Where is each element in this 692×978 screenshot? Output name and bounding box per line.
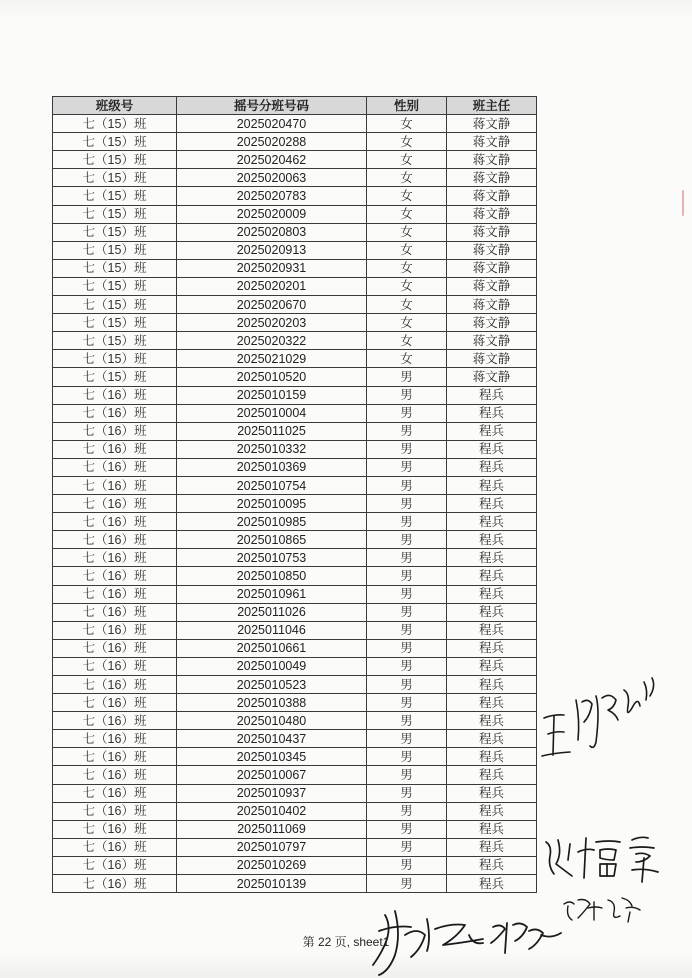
cell-head-teacher: 蒋文静 xyxy=(447,133,537,151)
cell-class: 七（15）班 xyxy=(53,151,177,169)
header-head-teacher: 班主任 xyxy=(447,97,537,115)
cell-lottery-number: 2025010937 xyxy=(177,784,367,802)
cell-gender: 男 xyxy=(367,694,447,712)
cell-class: 七（16）班 xyxy=(53,458,177,476)
cell-head-teacher: 程兵 xyxy=(447,875,537,893)
cell-gender: 男 xyxy=(367,875,447,893)
cell-class: 七（16）班 xyxy=(53,513,177,531)
cell-lottery-number: 2025010753 xyxy=(177,549,367,567)
cell-class: 七（16）班 xyxy=(53,802,177,820)
cell-class: 七（16）班 xyxy=(53,657,177,675)
cell-class: 七（16）班 xyxy=(53,476,177,494)
cell-lottery-number: 2025020462 xyxy=(177,151,367,169)
cell-lottery-number: 2025010139 xyxy=(177,875,367,893)
cell-gender: 女 xyxy=(367,133,447,151)
table-row xyxy=(53,133,537,151)
cell-head-teacher: 程兵 xyxy=(447,422,537,440)
table-header-row xyxy=(53,97,537,115)
table-row xyxy=(53,513,537,531)
cell-class: 七（15）班 xyxy=(53,223,177,241)
table-row xyxy=(53,115,537,133)
cell-lottery-number: 2025010159 xyxy=(177,386,367,404)
cell-gender: 男 xyxy=(367,838,447,856)
cell-gender: 男 xyxy=(367,386,447,404)
cell-gender: 男 xyxy=(367,585,447,603)
cell-head-teacher: 程兵 xyxy=(447,621,537,639)
cell-lottery-number: 2025011069 xyxy=(177,820,367,838)
cell-lottery-number: 2025010049 xyxy=(177,657,367,675)
table-row xyxy=(53,368,537,386)
cell-class: 七（15）班 xyxy=(53,133,177,151)
cell-head-teacher: 程兵 xyxy=(447,404,537,422)
cell-class: 七（16）班 xyxy=(53,712,177,730)
cell-gender: 男 xyxy=(367,368,447,386)
cell-class: 七（15）班 xyxy=(53,368,177,386)
table-row xyxy=(53,730,537,748)
cell-head-teacher: 蒋文静 xyxy=(447,314,537,332)
cell-head-teacher: 程兵 xyxy=(447,495,537,513)
table-row xyxy=(53,802,537,820)
cell-head-teacher: 程兵 xyxy=(447,784,537,802)
cell-class: 七（15）班 xyxy=(53,259,177,277)
cell-gender: 男 xyxy=(367,603,447,621)
table-row xyxy=(53,875,537,893)
cell-head-teacher: 蒋文静 xyxy=(447,277,537,295)
cell-lottery-number: 2025010661 xyxy=(177,639,367,657)
table-row xyxy=(53,784,537,802)
cell-lottery-number: 2025010369 xyxy=(177,458,367,476)
table-row xyxy=(53,585,537,603)
table-row xyxy=(53,259,537,277)
cell-head-teacher: 程兵 xyxy=(447,458,537,476)
cell-gender: 女 xyxy=(367,296,447,314)
table-row xyxy=(53,386,537,404)
cell-head-teacher: 蒋文静 xyxy=(447,350,537,368)
cell-head-teacher: 程兵 xyxy=(447,476,537,494)
cell-lottery-number: 2025020783 xyxy=(177,187,367,205)
cell-gender: 男 xyxy=(367,784,447,802)
table-row xyxy=(53,531,537,549)
cell-lottery-number: 2025010520 xyxy=(177,368,367,386)
cell-head-teacher: 蒋文静 xyxy=(447,332,537,350)
table-row xyxy=(53,440,537,458)
cell-class: 七（16）班 xyxy=(53,440,177,458)
cell-gender: 男 xyxy=(367,712,447,730)
cell-head-teacher: 蒋文静 xyxy=(447,241,537,259)
table-row xyxy=(53,766,537,784)
cell-class: 七（16）班 xyxy=(53,856,177,874)
cell-head-teacher: 程兵 xyxy=(447,748,537,766)
cell-class: 七（16）班 xyxy=(53,531,177,549)
cell-head-teacher: 程兵 xyxy=(447,802,537,820)
cell-gender: 女 xyxy=(367,350,447,368)
cell-lottery-number: 2025010754 xyxy=(177,476,367,494)
cell-class: 七（15）班 xyxy=(53,115,177,133)
cell-head-teacher: 程兵 xyxy=(447,838,537,856)
cell-lottery-number: 2025010388 xyxy=(177,694,367,712)
table-row xyxy=(53,350,537,368)
cell-head-teacher: 程兵 xyxy=(447,603,537,621)
header-class: 班级号 xyxy=(53,97,177,115)
cell-lottery-number: 2025010985 xyxy=(177,513,367,531)
table-row xyxy=(53,187,537,205)
cell-head-teacher: 蒋文静 xyxy=(447,205,537,223)
table-row xyxy=(53,458,537,476)
cell-class: 七（16）班 xyxy=(53,603,177,621)
cell-lottery-number: 2025010437 xyxy=(177,730,367,748)
table-row xyxy=(53,820,537,838)
cell-head-teacher: 蒋文静 xyxy=(447,223,537,241)
cell-gender: 男 xyxy=(367,549,447,567)
cell-class: 七（16）班 xyxy=(53,766,177,784)
cell-head-teacher: 程兵 xyxy=(447,549,537,567)
cell-lottery-number: 2025011026 xyxy=(177,603,367,621)
table-row xyxy=(53,277,537,295)
cell-gender: 男 xyxy=(367,856,447,874)
cell-gender: 男 xyxy=(367,531,447,549)
cell-class: 七（16）班 xyxy=(53,676,177,694)
cell-head-teacher: 程兵 xyxy=(447,386,537,404)
cell-gender: 男 xyxy=(367,748,447,766)
cell-class: 七（15）班 xyxy=(53,205,177,223)
table-row xyxy=(53,151,537,169)
cell-head-teacher: 程兵 xyxy=(447,585,537,603)
table-row xyxy=(53,712,537,730)
cell-gender: 女 xyxy=(367,151,447,169)
cell-lottery-number: 2025020009 xyxy=(177,205,367,223)
cell-head-teacher: 蒋文静 xyxy=(447,187,537,205)
cell-gender: 男 xyxy=(367,440,447,458)
cell-class: 七（16）班 xyxy=(53,422,177,440)
page-footer: 第 22 页, sheet1 xyxy=(302,935,390,949)
table-row xyxy=(53,314,537,332)
cell-class: 七（15）班 xyxy=(53,187,177,205)
cell-class: 七（16）班 xyxy=(53,838,177,856)
table-row xyxy=(53,621,537,639)
cell-lottery-number: 2025020470 xyxy=(177,115,367,133)
cell-class: 七（16）班 xyxy=(53,784,177,802)
cell-class: 七（16）班 xyxy=(53,875,177,893)
table-row xyxy=(53,748,537,766)
cell-gender: 女 xyxy=(367,187,447,205)
cell-head-teacher: 程兵 xyxy=(447,766,537,784)
cell-gender: 女 xyxy=(367,259,447,277)
cell-gender: 男 xyxy=(367,458,447,476)
cell-gender: 男 xyxy=(367,730,447,748)
cell-lottery-number: 2025010850 xyxy=(177,567,367,585)
cell-class: 七（16）班 xyxy=(53,639,177,657)
cell-lottery-number: 2025011046 xyxy=(177,621,367,639)
cell-gender: 女 xyxy=(367,169,447,187)
cell-class: 七（15）班 xyxy=(53,332,177,350)
cell-class: 七（16）班 xyxy=(53,748,177,766)
cell-head-teacher: 程兵 xyxy=(447,567,537,585)
cell-head-teacher: 蒋文静 xyxy=(447,368,537,386)
cell-gender: 男 xyxy=(367,621,447,639)
cell-head-teacher: 蒋文静 xyxy=(447,115,537,133)
cell-gender: 男 xyxy=(367,766,447,784)
cell-class: 七（15）班 xyxy=(53,296,177,314)
cell-class: 七（15）班 xyxy=(53,350,177,368)
cell-head-teacher: 程兵 xyxy=(447,513,537,531)
cell-gender: 女 xyxy=(367,277,447,295)
cell-head-teacher: 程兵 xyxy=(447,531,537,549)
cell-gender: 男 xyxy=(367,404,447,422)
cell-gender: 女 xyxy=(367,205,447,223)
cell-gender: 男 xyxy=(367,676,447,694)
cell-head-teacher: 程兵 xyxy=(447,639,537,657)
cell-head-teacher: 程兵 xyxy=(447,676,537,694)
cell-lottery-number: 2025020931 xyxy=(177,259,367,277)
cell-head-teacher: 程兵 xyxy=(447,856,537,874)
table-row xyxy=(53,495,537,513)
cell-gender: 男 xyxy=(367,476,447,494)
cell-head-teacher: 蒋文静 xyxy=(447,259,537,277)
cell-class: 七（15）班 xyxy=(53,314,177,332)
cell-lottery-number: 2025020063 xyxy=(177,169,367,187)
cell-lottery-number: 2025011025 xyxy=(177,422,367,440)
cell-head-teacher: 程兵 xyxy=(447,730,537,748)
cell-gender: 男 xyxy=(367,495,447,513)
roster-table xyxy=(52,96,537,893)
table-row xyxy=(53,694,537,712)
cell-gender: 女 xyxy=(367,115,447,133)
signature-2 xyxy=(540,830,670,886)
signature-1 xyxy=(536,660,666,770)
cell-lottery-number: 2025010797 xyxy=(177,838,367,856)
cell-gender: 男 xyxy=(367,639,447,657)
cell-gender: 男 xyxy=(367,567,447,585)
cell-lottery-number: 2025020913 xyxy=(177,241,367,259)
cell-class: 七（16）班 xyxy=(53,549,177,567)
cell-lottery-number: 2025010067 xyxy=(177,766,367,784)
table-row xyxy=(53,856,537,874)
cell-head-teacher: 程兵 xyxy=(447,440,537,458)
cell-head-teacher: 程兵 xyxy=(447,712,537,730)
cell-lottery-number: 2025020203 xyxy=(177,314,367,332)
cell-class: 七（16）班 xyxy=(53,386,177,404)
table-row xyxy=(53,223,537,241)
cell-head-teacher: 程兵 xyxy=(447,820,537,838)
table-row xyxy=(53,603,537,621)
cell-lottery-number: 2025021029 xyxy=(177,350,367,368)
cell-head-teacher: 蒋文静 xyxy=(447,296,537,314)
cell-lottery-number: 2025020670 xyxy=(177,296,367,314)
cell-class: 七（15）班 xyxy=(53,277,177,295)
table-row xyxy=(53,205,537,223)
cell-lottery-number: 2025010332 xyxy=(177,440,367,458)
cell-lottery-number: 2025010345 xyxy=(177,748,367,766)
cell-gender: 男 xyxy=(367,422,447,440)
cell-lottery-number: 2025020803 xyxy=(177,223,367,241)
table-row xyxy=(53,657,537,675)
cell-lottery-number: 2025010004 xyxy=(177,404,367,422)
cell-class: 七（16）班 xyxy=(53,585,177,603)
header-gender: 性别 xyxy=(367,97,447,115)
cell-head-teacher: 蒋文静 xyxy=(447,151,537,169)
cell-lottery-number: 2025010865 xyxy=(177,531,367,549)
cell-gender: 女 xyxy=(367,241,447,259)
cell-class: 七（16）班 xyxy=(53,730,177,748)
cell-class: 七（16）班 xyxy=(53,820,177,838)
table-row xyxy=(53,404,537,422)
cell-gender: 女 xyxy=(367,223,447,241)
margin-mark xyxy=(682,190,684,216)
table-row xyxy=(53,169,537,187)
cell-gender: 女 xyxy=(367,314,447,332)
cell-lottery-number: 2025020322 xyxy=(177,332,367,350)
table-row xyxy=(53,422,537,440)
cell-lottery-number: 2025010961 xyxy=(177,585,367,603)
cell-gender: 男 xyxy=(367,657,447,675)
table-row xyxy=(53,241,537,259)
table-row xyxy=(53,549,537,567)
signature-4 xyxy=(365,905,580,978)
cell-gender: 男 xyxy=(367,802,447,820)
cell-head-teacher: 蒋文静 xyxy=(447,169,537,187)
cell-head-teacher: 程兵 xyxy=(447,694,537,712)
table-row xyxy=(53,296,537,314)
cell-class: 七（16）班 xyxy=(53,694,177,712)
cell-class: 七（16）班 xyxy=(53,495,177,513)
cell-gender: 女 xyxy=(367,332,447,350)
table-row xyxy=(53,838,537,856)
cell-class: 七（15）班 xyxy=(53,169,177,187)
header-lottery-number: 摇号分班号码 xyxy=(177,97,367,115)
table-row xyxy=(53,476,537,494)
cell-lottery-number: 2025010480 xyxy=(177,712,367,730)
table-row xyxy=(53,676,537,694)
table-row xyxy=(53,639,537,657)
cell-class: 七（16）班 xyxy=(53,567,177,585)
cell-head-teacher: 程兵 xyxy=(447,657,537,675)
cell-gender: 男 xyxy=(367,513,447,531)
cell-lottery-number: 2025010095 xyxy=(177,495,367,513)
table-row xyxy=(53,567,537,585)
table-row xyxy=(53,332,537,350)
cell-lottery-number: 2025020201 xyxy=(177,277,367,295)
cell-lottery-number: 2025010402 xyxy=(177,802,367,820)
cell-lottery-number: 2025010523 xyxy=(177,676,367,694)
cell-class: 七（16）班 xyxy=(53,621,177,639)
cell-gender: 男 xyxy=(367,820,447,838)
cell-class: 七（15）班 xyxy=(53,241,177,259)
cell-lottery-number: 2025020288 xyxy=(177,133,367,151)
cell-lottery-number: 2025010269 xyxy=(177,856,367,874)
cell-class: 七（16）班 xyxy=(53,404,177,422)
